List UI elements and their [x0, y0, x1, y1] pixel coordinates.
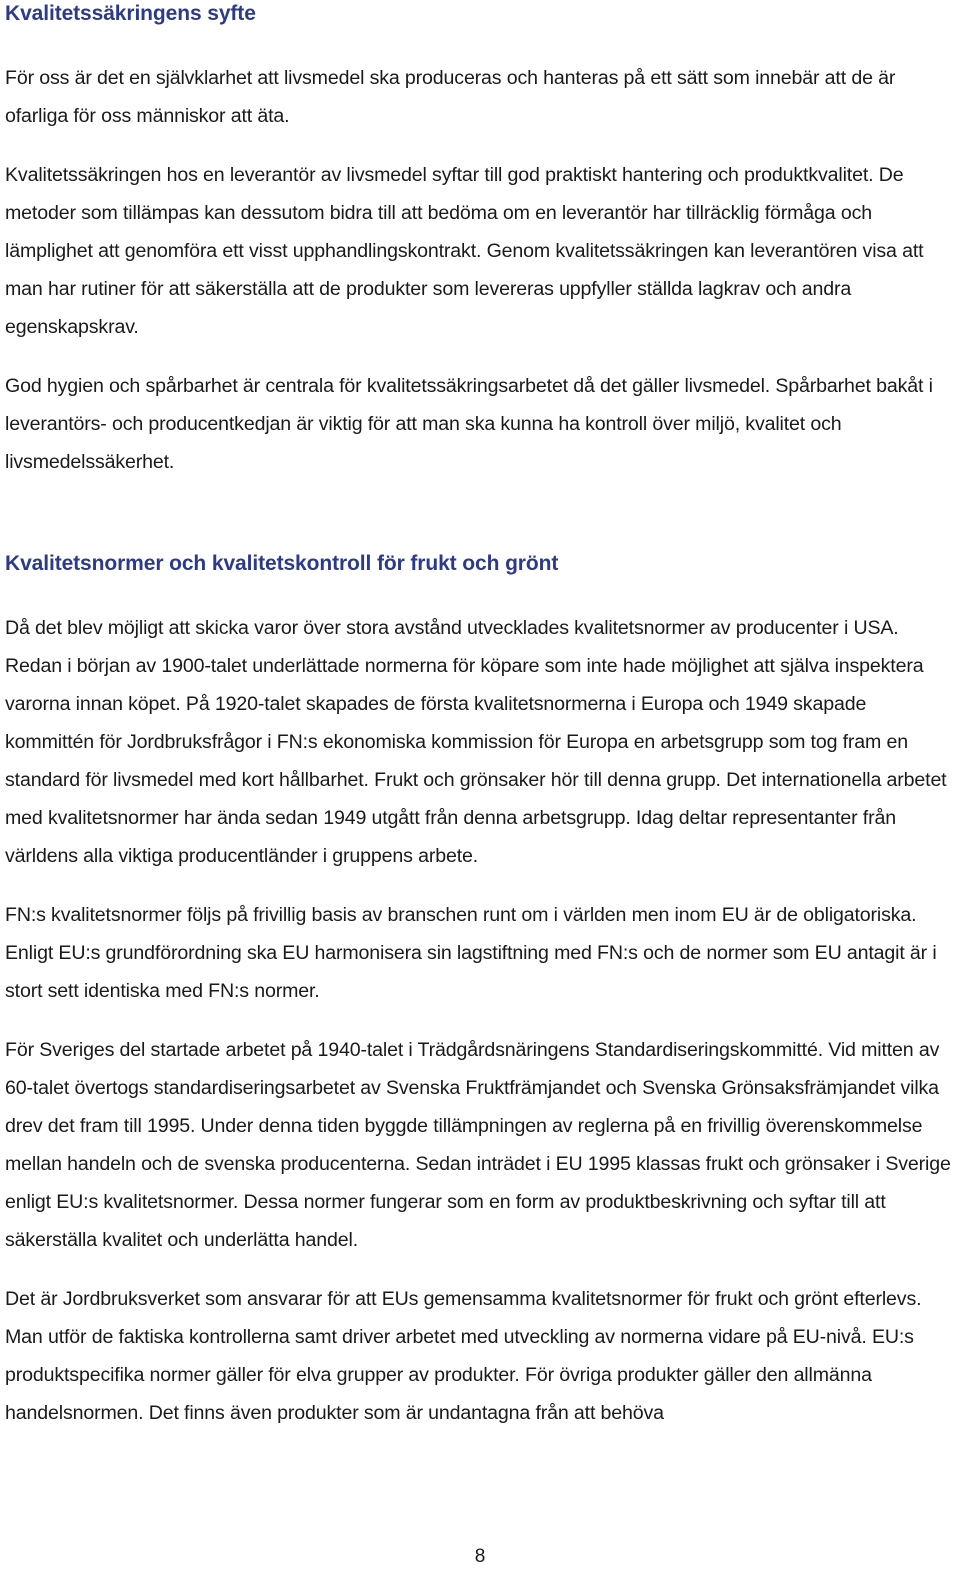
paragraph: God hygien och spårbarhet är centrala för kvalitetssäkringsarbetet då det gäller livsmedel. Spårbarhet bakåt i leverantörs- och producentkedjan är viktig för att man ska kunna ha kontroll över miljö, kvalitet och livsmedelssäkerhet. [5, 375, 933, 473]
paragraph: Kvalitetssäkringen hos en leverantör av livsmedel syftar till god praktiskt hantering och produktkvalitet. De metoder som tillämpas kan dessutom bidra till att bedöma om en leverantör har tillräcklig förmåga och lämplighet att genomföra ett visst upphandlingskontrakt. Genom kvalitetssäkringen kan leverantören visa att man har rutiner för att säkerställa att de produkter som levereras uppfyller ställda lagkrav och andra egenskapskrav. [5, 164, 924, 338]
paragraph: För oss är det en självklarhet att livsmedel ska produceras och hanteras på ett sätt som innebär att de är ofarliga för oss människor att äta. [5, 67, 896, 127]
paragraph: FN:s kvalitetsnormer följs på frivillig basis av branschen runt om i världen men inom EU är de obligatoriska. Enligt EU:s grundförordning ska EU harmonisera sin lagstiftning med FN:s och de normer som EU antagit är i stort sett identiska med FN:s normer. [5, 904, 937, 1002]
page-number: 8 [474, 1546, 486, 1567]
section-heading-kvalitetsnormer: Kvalitetsnormer och kvalitetskontroll för frukt och grönt [5, 552, 559, 575]
paragraph: Då det blev möjligt att skicka varor över stora avstånd utvecklades kvalitetsnormer av producenter i USA. Redan i början av 1900-talet underlättade normerna för köpare som inte hade möjlighet att själva inspektera varorna innan köpet. På 1920-talet skapades de första kvalitetsnormerna i Europa och 1949 skapade kommittén för Jordbruksfrågor i FN:s ekonomiska kommission för Europa en arbetsgrupp som tog fram en standard för livsmedel med kort hållbarhet. Frukt och grönsaker hör till denna grupp. Det internationella arbetet med kvalitetsnormer har ända sedan 1949 utgått från denna arbetsgrupp. Idag deltar representanter från världens alla viktiga producentländer i gruppens arbete. [5, 617, 947, 867]
paragraph: För Sveriges del startade arbetet på 1940-talet i Trädgårdsnäringens Standardiseringskommitté. Vid mitten av 60-talet övertogs standardiseringsarbetet av Svenska Fruktfrämjandet och Svenska Grönsaksfrämjandet vilka drev det fram till 1995. Under denna tiden byggde tillämpningen av reglerna på en frivillig överenskommelse mellan handeln och de svenska producenterna. Sedan inträdet i EU 1995 klassas frukt och grönsaker i Sverige enligt EU:s kvalitetsnormer. Dessa normer fungerar som en form av produktbeskrivning och syftar till att säkerställa kvalitet och underlätta handel. [5, 1039, 951, 1251]
section-heading-kvalitetssakringens-syfte: Kvalitetssäkringens syfte [5, 2, 256, 25]
paragraph: Det är Jordbruksverket som ansvarar för att EUs gemensamma kvalitetsnormer för frukt och grönt efterlevs. Man utför de faktiska kontrollerna samt driver arbetet med utveckling av normerna vidare på EU-nivå. EU:s produktspecifika normer gäller för elva grupper av produkter. För övriga produkter gäller den allmänna handelsnormen. Det finns även produkter som är undantagna från att behöva [5, 1288, 922, 1424]
document-page [5, 0, 955, 1432]
